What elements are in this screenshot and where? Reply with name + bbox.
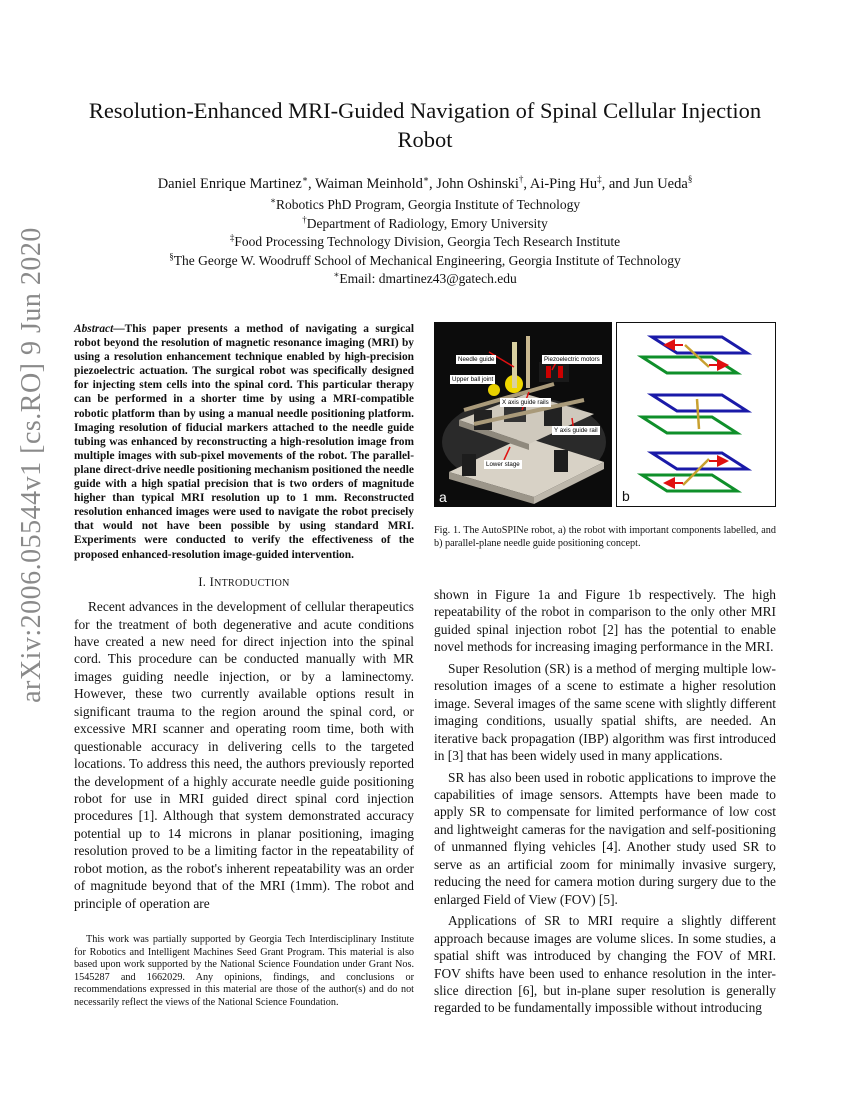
right-paragraph-2: Super Resolution (SR) is a method of merging multiple low-resolution images of a scene to estimate a higher resolution image. Several images of the same scene with slightly different imaging conditions, usually spatial shifts, are needed. An iterative back propagation (IBP) algorithm was first introduced in [3] that has been widely used in many applications. (434, 660, 776, 764)
author-4: Ai-Ping Hu (529, 176, 598, 192)
right-paragraph-3: SR has also been used in robotic applications to improve the capabilities of image sensors. Attempts have been made to apply SR to compensate for limited performance of low cost and lightweight cameras for the navigation and self-positioning of unmanned flying vehicles [4]. Another study used SR to serve as an artificial zoom for minimally invasive surgery, reducing the need for camera motion during surgery due to the enlarged Field of View (FOV) [5]. (434, 769, 776, 907)
parallel-plane-diagram (616, 322, 776, 507)
abstract-text: This paper presents a method of navigating a surgical robot beyond the resolution of magnetic resonance imaging (MRI) by using a resolution enhancement technique enabled by high-precision piezoelectric actuation. The surgical robot was specifically designed for injecting stem cells into the spinal cord. This particular therapy can be performed in a shorter time by using a MRI-compatible robotic platform than by using a manual needle positioning platform. Imaging resolution of fiducial markers attached to the needle guide tubing was enhanced by reconstructing a high-resolution image from multiple images with sub-pixel movements of the robot. The parallel-plane direct-drive needle positioning mechanism positioned the needle guide with a high spatial precision that is two orders of magnitude higher than typical MRI resolution up to 1 mm. Reconstructed resolution enhanced images were used to navigate the robot precisely that would not have been possible by using standard MRI. Experiments were conducted to verify the effectiveness of the proposed enhanced-resolution image-guided intervention. (74, 323, 414, 561)
abstract: Abstract—This paper presents a method of navigating a surgical robot beyond the resolution of magnetic resonance imaging (MRI) by using a resolution enhancement technique enabled by high-precision piezoelectric actuation. The surgical robot was specifically designed for injecting stem cells into the spinal cord. This particular therapy can be performed in a shorter time by using a MRI-compatible robotic platform than by using a manual needle positioning platform. Imaging resolution of fiducial markers attached to the needle guide tubing was enhanced by reconstructing a high-resolution image from multiple images with sub-pixel movements of the robot. The parallel-plane direct-drive needle positioning mechanism positioned the needle guide with a high spatial precision that is two orders of magnitude higher than typical MRI resolution up to 1 mm. Reconstructed resolution enhanced images were used to navigate the robot precisely that would not have been possible by using standard MRI. Experiments were conducted to verify the effectiveness of the proposed enhanced-resolution image-guided intervention. (74, 323, 414, 561)
robot-photo (434, 322, 612, 507)
figure-1-caption: Fig. 1. The AutoSPINe robot, a) the robot with important components labelled, and b) parallel-plane needle guide positioning concept. (434, 525, 776, 549)
label-needle-guide: Needle guide (458, 356, 495, 363)
label-piezo-motors: Piezoelectric motors (544, 356, 600, 363)
abstract-label: Abstract (74, 323, 114, 335)
author-3-mark: † (518, 174, 524, 185)
label-lower-stage: Lower stage (486, 461, 520, 468)
funding-footnote: This work was partially supported by Georgia Tech Interdisciplinary Institute for Robotics and Intelligent Machines Seed Grant Program. This material is also based upon work supported by the National Science Foundation under Grant Nos. 1545287 and 1662029. Any opinions, findings, and conclusions or recommendations expressed in this material are those of the author(s) and do not necessarily reflect the views of the National Science Foundation. (74, 934, 414, 1008)
label-y-axis-rail: Y axis guide rail (554, 427, 598, 434)
section-heading-introduction: I. INTRODUCTION (198, 574, 290, 589)
author-2: Waiman Meinhold (314, 176, 423, 192)
affiliation-2: †Department of Radiology, Emory University (302, 214, 548, 231)
paper-title: Resolution-Enhanced MRI-Guided Navigation of Spinal Cellular Injection Robot (88, 98, 762, 152)
left-column (74, 322, 414, 916)
author-names: Daniel Enrique Martinez∗, Waiman Meinhold∗, John Oshinski†, Ai-Ping Hu‡, and Jun Ueda§ (157, 174, 693, 192)
contact-email: ∗Email: dmartinez43@gatech.edu (333, 269, 517, 286)
arxiv-identifier (2, 227, 62, 703)
right-column (434, 586, 776, 1021)
author-block (70, 174, 780, 289)
affiliation-1: ∗Robotics PhD Program, Georgia Institute of Technology (269, 195, 581, 212)
right-paragraph-4: Applications of SR to MRI require a slightly different approach because images are volume slices. In some studies, a spatial shift was introduced by changing the FOV of MRI. FOV shifts have been used to enhance resolution in the inter-slice direction [6], but in-plane super resolution is generally regarded to be fundamentally impossible without introducing (434, 913, 776, 1016)
author-4-mark: ‡ (597, 174, 602, 185)
author-5: Jun Ueda (633, 176, 688, 192)
intro-paragraph: Recent advances in the development of cellular therapeutics for the treatment of both degenerative and acute conditions have created a new need for direct injection into the spinal cord. This procedure can be conducted manually with MR images guiding needle injection, or by a laminectomy. However, these two currently available options result in significant trauma to the region around the spinal cord, or excessive MRI scanner and operating room time, both with questionable accuracy in delivering cells to the targeted locations. To address this need, the authors previously reported the development of a highly accurate needle guide positioning robot for use in MRI guided direct spinal cord injection procedures [1]. Although that system demonstrated accuracy potential up to 14 microns in planar positioning, imaging resolution proved to be a limiting factor in the repeatability of robot motion, as the robot's inherent repeatability was an order of magnitude beyond that of the MRI (1mm). The robot and principle of operation are (74, 599, 414, 911)
figure-1 (434, 322, 776, 507)
right-paragraph-1: shown in Figure 1a and Figure 1b respectively. The high repeatability of the robot in comparison to the only other MRI guided spinal injection robot [2] has the potential to enable novel methods for increasing imaging performance in the MRI. (434, 587, 776, 655)
author-1: Daniel Enrique Martinez (157, 176, 302, 192)
author-2-mark: ∗ (422, 174, 430, 185)
label-upper-ball-joint: Upper ball joint (452, 376, 494, 383)
author-3: John Oshinski (436, 176, 519, 192)
author-and: and (608, 176, 630, 192)
parallel-plane-graphic (617, 323, 775, 506)
affiliation-4: §The George W. Woodruff School of Mechanical Engineering, Georgia Institute of Technology (169, 251, 681, 268)
robot-photo-graphic (434, 322, 612, 507)
label-x-axis-rails: X axis guide rails (502, 399, 549, 406)
author-5-mark: § (687, 174, 693, 185)
author-1-mark: ∗ (301, 174, 308, 185)
arxiv-identifier-text: arXiv:2006.05544v1 [cs.RO] 9 Jun 2020 (16, 227, 47, 703)
figure-panel-b-letter: b (622, 488, 630, 504)
affiliation-3: ‡Food Processing Technology Division, Georgia Tech Research Institute (229, 232, 621, 249)
figure-panel-a-letter: a (439, 489, 447, 505)
